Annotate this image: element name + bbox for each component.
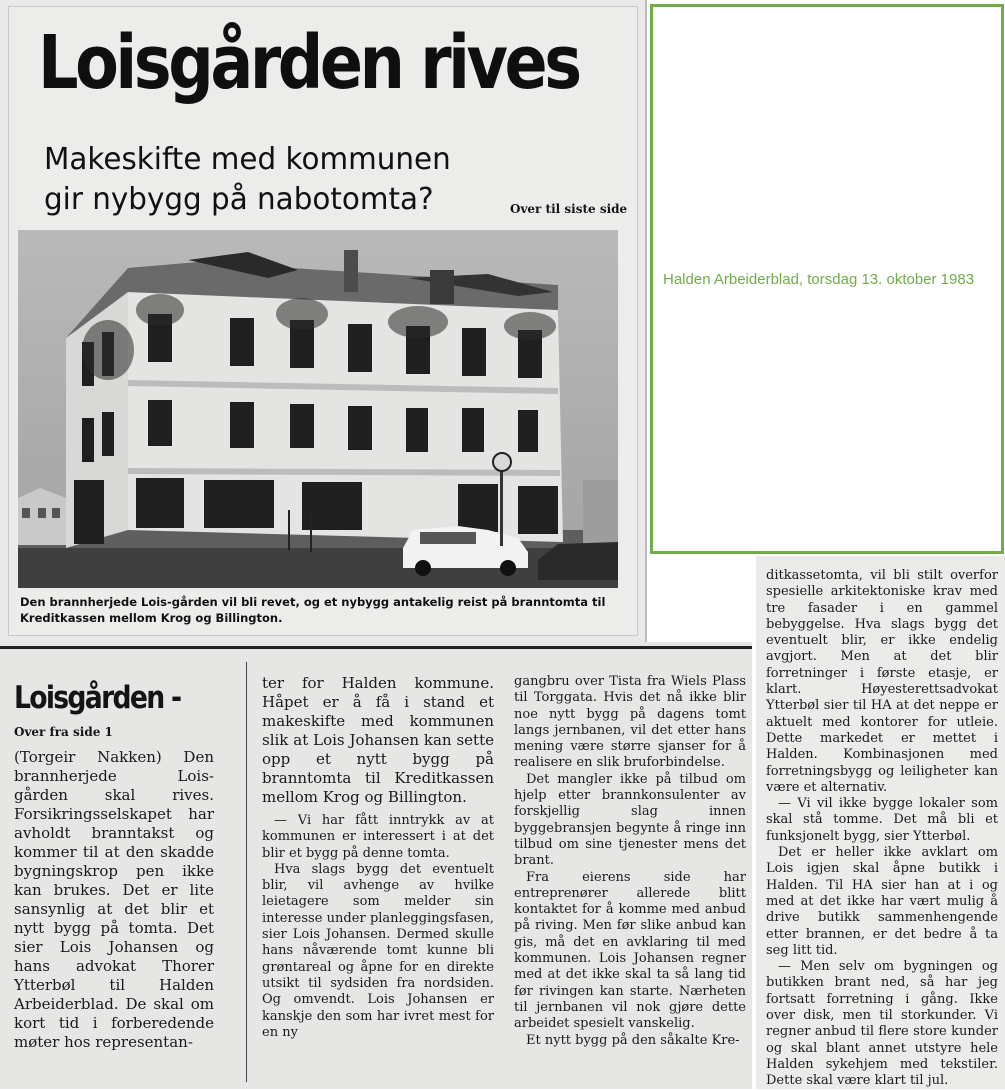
photo-caption: Den brannherjede Lois-gården vil bli revet, og et nybygg antakelig reist på branntomta til Kreditkassen mellom Krog og Billington. <box>20 595 606 625</box>
column-2-paragraph-3: Hva slags bygg det eventuelt blir, vil avhenge av hvilke leietagere som melder sin interesse under planleggingsfasen, sier Lois Johansen. Dermed skulle hans nåværende tomt kunne bli grøntareal og åpne for en direkte utsikt til sydsiden fra nordsiden. Og omvendt. Lois Johansen er kanskje den som har ivret mest for en ny <box>262 861 494 1040</box>
subheadline-line-1: Makeskifte med kommunen <box>44 142 451 177</box>
column-3-paragraph-3: Fra eierens side har entreprenører allerede blitt kontaktet for å komme med anbud på riving. Men før slike anbud kan gis, må det en avklaring til med kommunen. Lois Johansen regner med at det ikke skal ta så lang tid før rivingen kan starte. Nærheten til jernbanen vil nok gjøre dette arbeidet spesielt vanskelig. <box>514 869 746 1032</box>
continued-note: Over til siste side <box>510 202 628 216</box>
subheadline-line-2: gir nybygg på nabotomta? <box>44 182 434 217</box>
article-column-1 <box>14 748 214 1052</box>
column-4-paragraph-4: — Men selv om bygningen og butikken brant ned, så har jeg fortsatt forretning i gång. Ikke over disk, men til storkunder. Vi regner anbud til flere store kunder og skal blant annet utstyre hele Halden sykehjem med tekstiler. Dette skal være klart til jul. <box>766 959 998 1089</box>
column-3-paragraph-4: Et nytt bygg på den såkalte Kre- <box>526 1032 740 1048</box>
column-2-paragraph-1: ter for Halden kommune. Håpet er å få i stand et makeskifte med kommunen slik at Lois Johansen kan sette opp et nytt bygg på branntomta til Kreditkassen mellom Krog og Billington. <box>262 674 494 806</box>
column-3-paragraph-2: Det mangler ikke på tilbud om hjelp etter brannkonsulenter av forskjellig slag innen byggebransjen begynte å ringe inn tilbud om sine tjenester mens det brant. <box>514 771 746 869</box>
main-headline: Loisgården rives <box>38 20 579 106</box>
burned-building-photo <box>18 230 618 588</box>
column-4-paragraph-1: ditkassetomta, vil bli stilt overfor spesielle arkitektoniske krav med tre fasader i en gammel bebyggelse. Hva slags bygg det eventuelt blir, er ikke endelig avgjort. Men at det blir forretninger i første etasje, er klart. Høyesterettsadvokat Ytterbøl sier til HA at det neppe er aktuelt med kontorer for utleie. Dette markedet er mettet i Halden. Kombinasjonen med forretningsbygg og leiligheter kan være et alternativ. <box>766 568 998 795</box>
building-photo-illustration <box>18 230 618 588</box>
column-4-paragraph-3: Det er heller ikke avklart om Lois igjen skal åpne butikk i Halden. Til HA sier han at i og med at det ikke har vært mulig å drive butikk sammenhengende etter brannen, er det bedre å ta seg litt tid. <box>766 845 998 958</box>
article-column-2 <box>262 674 494 1041</box>
continued-from-note: Over fra side 1 <box>14 725 113 739</box>
top-rule <box>0 646 752 649</box>
column-1-text: (Torgeir Nakken) Den brannherjede Lois- gården skal rives. Forsikringsselskapet har avholdt branntakst og kommer til at den skadde bygningskrop pen ikke kan brukes. Det er lite sansynlig at det blir et nytt bygg på tomta. Det sier Lois Johansen og hans advokat Thorer Ytterbøl til Halden Arbeiderblad. De skal om kort tid i forberedende møter hos representan- <box>14 748 214 1051</box>
column-4-paragraph-2: — Vi vil ikke bygge lokaler som skal stå tomme. Det må bli et funksjonelt bygg, sier Ytterbøl. <box>766 796 998 844</box>
continuation-headline: Loisgården - <box>14 680 181 716</box>
source-info-box <box>650 4 1004 554</box>
column-divider <box>246 662 247 1082</box>
column-3-paragraph-1: gangbru over Tista fra Wiels Plass til Torggata. Hvis det nå ikke blir noe nytt bygg på dagens tomt langs jernbanen, vil det etter hans mening være større sjanser for å realisere en slik bruforbindelse. <box>514 674 746 771</box>
article-column-3 <box>514 674 746 1049</box>
subheadline <box>44 140 451 220</box>
column-2-paragraph-2: — Vi har fått inntrykk av at kommunen er interessert i at det blir et bygg på denne tomta. <box>262 813 494 861</box>
article-column-4 <box>766 568 998 1090</box>
source-label: Halden Arbeiderblad, torsdag 13. oktober 1983 <box>663 271 975 288</box>
